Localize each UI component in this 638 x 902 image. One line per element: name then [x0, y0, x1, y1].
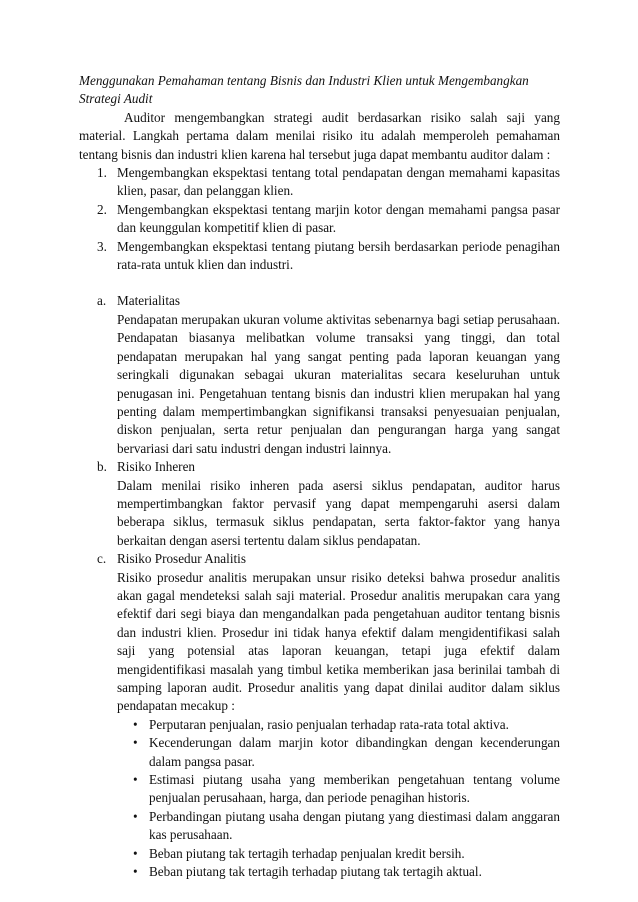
- section-materialitas: [79, 292, 560, 458]
- section-body: Risiko prosedur analitis merupakan unsur risiko deteksi bahwa prosedur analitis akan gagal mendeteksi salah saji material. Prosedur analitis merupakan cara yang efektif dari segi biaya dan mengandalkan pada pengetahuan auditor tentang bisnis dan industri klien. Prosedur ini tidak hanya efektif dalam mengidentifikasi salah saji yang potensial atas laporan keuangan, tetapi juga efektif dalam mengidentifikasi masalah yang timbul ketika memberikan jasa berinilai tambah di samping laporan audit. Prosedur analitis yang dapat dinilai auditor dalam siklus pendapatan mecakup :: [117, 569, 560, 714]
- document-content: [79, 72, 560, 881]
- bullet-glyph: •: [133, 735, 138, 751]
- bullet-glyph: •: [133, 808, 138, 824]
- numbered-item-marker: 1.: [97, 165, 107, 181]
- numbered-item-text: Mengembangkan ekspektasi tentang piutang bersih berdasarkan periode penagihan rata-rata untuk klien dan industri.: [117, 238, 560, 273]
- section-body: Dalam menilai risiko inheren pada asersi siklus pendapatan, auditor harus mempertimbangkan faktor pervasif yang dapat mempengaruhi asersi dalam beberapa siklus, termasuk siklus pendapatan, serta faktor-faktor yang hanya berkaitan dengan asersi tertentu dalam siklus pendapatan.: [117, 477, 560, 548]
- section-heading: Risiko Inheren: [117, 459, 196, 475]
- section-body: Pendapatan merupakan ukuran volume aktivitas sebenarnya bagi setiap perusahaan. Pendapatan biasanya melibatkan volume transaksi yang tinggi, dan total pendapatan merupakan hal yang sangat penting pada laporan keuangan yang seringkali digunakan sebagai ukuran materialitas secara keseluruhan untuk penugasan ini. Pengetahuan tentang bisnis dan industri klien merupakan hal yang penting dalam mempertimbangkan signifikansi transaksi penyesuaian penjualan, diskon penjualan, serta retur penjualan dan pengurangan harga yang sangat bervariasi dari satu industri dengan industri lainnya.: [117, 311, 560, 456]
- bullet-text: Perputaran penjualan, rasio penjualan terhadap rata-rata total aktiva.: [149, 716, 509, 732]
- bullet-text: Perbandingan piutang usaha dengan piutang yang diestimasi dalam anggaran kas perusahaan.: [149, 808, 560, 843]
- bullet-item: [117, 845, 560, 863]
- section-marker: a.: [97, 293, 107, 309]
- section-marker: b.: [97, 459, 107, 475]
- intro-paragraph: Auditor mengembangkan strategi audit berdasarkan risiko salah saji yang material. Langkah pertama dalam menilai risiko itu adalah memperoleh pemahaman tentang bisnis dan industri klien karena hal tersebut juga dapat membantu auditor dalam :: [79, 109, 560, 162]
- bullet-glyph: •: [133, 716, 138, 732]
- numbered-item-text: Mengembangkan ekspektasi tentang total pendapatan dengan memahami kapasitas klien, pasar, dan pelanggan klien.: [117, 165, 560, 199]
- bullet-item: [117, 863, 560, 881]
- bullet-item: [117, 771, 560, 808]
- bullet-item: [117, 716, 560, 734]
- bullet-item: [117, 734, 560, 771]
- section-marker: c.: [97, 551, 107, 567]
- numbered-item-marker: 3.: [97, 238, 107, 254]
- bullet-text: Kecenderungan dalam marjin kotor dibandingkan dengan kecenderungan dalam pangsa pasar.: [149, 735, 560, 769]
- section-risiko-inheren: [79, 458, 560, 550]
- section-list: [79, 292, 560, 881]
- numbered-item: [79, 164, 560, 201]
- numbered-item: [79, 201, 560, 238]
- section-heading: Risiko Prosedur Analitis: [117, 551, 246, 567]
- document-title: Menggunakan Pemahaman tentang Bisnis dan Industri Klien untuk Mengembangkan Strategi Audit: [79, 73, 529, 107]
- bullet-list: [117, 716, 560, 882]
- bullet-glyph: •: [133, 772, 138, 788]
- bullet-text: Estimasi piutang usaha yang memberikan pengetahuan tentang volume penjualan perusahaan, harga, dan periode penagihan historis.: [149, 772, 560, 806]
- bullet-glyph: •: [133, 864, 138, 880]
- bullet-text: Beban piutang tak tertagih terhadap penjualan kredit bersih.: [149, 845, 465, 861]
- bullet-glyph: •: [133, 845, 138, 861]
- section-risiko-prosedur-analitis: [79, 550, 560, 881]
- numbered-list: [79, 164, 560, 274]
- section-heading: Materialitas: [117, 293, 180, 309]
- numbered-item: [79, 238, 560, 275]
- bullet-text: Beban piutang tak tertagih terhadap piutang tak tertagih aktual.: [149, 864, 482, 880]
- bullet-item: [117, 808, 560, 845]
- numbered-item-marker: 2.: [97, 201, 107, 217]
- numbered-item-text: Mengembangkan ekspektasi tentang marjin kotor dengan memahami pangsa pasar dan keunggulan kompetitif klien di pasar.: [117, 201, 560, 236]
